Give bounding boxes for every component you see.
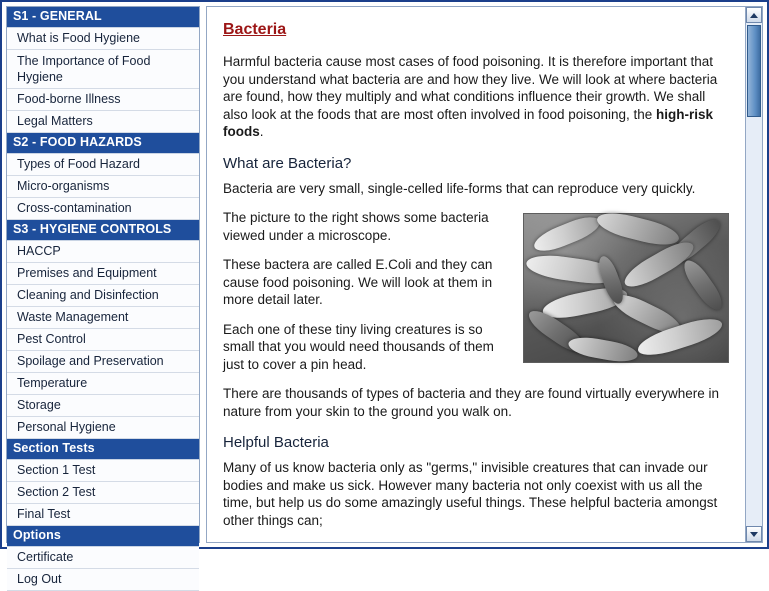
paragraph-tiny-creatures: Each one of these tiny living creatures is so small that you would need thousands of them just to cover a pin head. xyxy=(223,321,494,372)
sidebar-item-pest-control[interactable]: Pest Control xyxy=(7,329,199,351)
lesson-content xyxy=(207,7,745,542)
sidebar-item-premises-and-equipment[interactable]: Premises and Equipment xyxy=(7,263,199,285)
main-layout xyxy=(2,2,767,586)
sidebar-item-storage[interactable]: Storage xyxy=(7,395,199,417)
sidebar-item-certificate[interactable]: Certificate xyxy=(7,547,199,569)
chevron-up-icon xyxy=(750,13,758,18)
paragraph-thousands-of-types: There are thousands of types of bacteria and they are found virtually everywhere in nature from your skin to the ground you walk on. xyxy=(223,386,720,419)
course-navigation-sidebar xyxy=(6,6,200,586)
sidebar-item-log-out[interactable]: Log Out xyxy=(7,569,199,591)
heading-helpful-bacteria: Helpful Bacteria xyxy=(223,434,329,451)
sidebar-item-importance-of-food-hygiene[interactable]: The Importance of Food Hygiene xyxy=(7,50,199,89)
sidebar-item-types-of-food-hazard[interactable]: Types of Food Hazard xyxy=(7,154,199,176)
content-panel xyxy=(206,6,763,543)
paragraph-picture-right: The picture to the right shows some bacteria viewed under a microscope. xyxy=(223,210,489,243)
sidebar-item-spoilage-and-preservation[interactable]: Spoilage and Preservation xyxy=(7,351,199,373)
scrollbar-thumb[interactable] xyxy=(747,25,761,117)
nav-group-header-s1-general: S1 - GENERAL xyxy=(7,7,199,28)
micrograph-image xyxy=(524,214,728,362)
nav-list xyxy=(7,7,199,591)
sidebar-item-what-is-food-hygiene[interactable]: What is Food Hygiene xyxy=(7,28,199,50)
scroll-down-button[interactable] xyxy=(746,526,762,542)
page-title[interactable]: Bacteria xyxy=(223,21,287,38)
sidebar-item-cleaning-and-disinfection[interactable]: Cleaning and Disinfection xyxy=(7,285,199,307)
sidebar-item-section-1-test[interactable]: Section 1 Test xyxy=(7,460,199,482)
bacteria-micrograph-figure xyxy=(523,213,729,363)
intro-paragraph xyxy=(223,53,729,141)
sidebar-item-personal-hygiene[interactable]: Personal Hygiene xyxy=(7,417,199,439)
high-risk-foods-emphasis: high-risk foods xyxy=(223,106,714,139)
sidebar-item-section-2-test[interactable]: Section 2 Test xyxy=(7,482,199,504)
nav-group-header-s2-food-hazards: S2 - FOOD HAZARDS xyxy=(7,133,199,154)
chevron-down-icon xyxy=(750,532,758,537)
content-scrollbar[interactable] xyxy=(745,7,762,542)
paragraph-helpful-bacteria: Many of us know bacteria only as "germs," invisible creatures that can invade our bodies and make us sick. However many bacteria not only coexist with us all the time, but help us do some amazingly useful things. These helpful bacteria amongst other things can; xyxy=(223,460,718,528)
heading-what-are-bacteria: What are Bacteria? xyxy=(223,154,352,172)
nav-group-header-options: Options xyxy=(7,526,199,547)
nav-group-header-section-tests: Section Tests xyxy=(7,439,199,460)
nav-group-header-s3-hygiene-controls: S3 - HYGIENE CONTROLS xyxy=(7,220,199,241)
sidebar-item-temperature[interactable]: Temperature xyxy=(7,373,199,395)
paragraph-bacteria-small: Bacteria are very small, single-celled life-forms that can reproduce very quickly. xyxy=(223,180,696,196)
sidebar-item-haccp[interactable]: HACCP xyxy=(7,241,199,263)
scroll-up-button[interactable] xyxy=(746,7,762,23)
intro-text-part2: . xyxy=(259,124,264,139)
sidebar-item-waste-management[interactable]: Waste Management xyxy=(7,307,199,329)
paragraph-ecoli: These bactera are called E.Coli and they can cause food poisoning. We will look at them in more detail later. xyxy=(223,257,493,307)
sidebar-item-cross-contamination[interactable]: Cross-contamination xyxy=(7,198,199,220)
intro-text-part1: Harmful bacteria cause most cases of food poisoning. It is therefore important that you understand what bacteria are and how they live. We will look at where bacteria are found, how they multiply and what conditions influence their growth. We shall also look at the foods that are most often involved in food poisoning, the xyxy=(223,54,718,122)
sidebar-item-food-borne-illness[interactable]: Food-borne Illness xyxy=(7,89,199,111)
sidebar-item-legal-matters[interactable]: Legal Matters xyxy=(7,111,199,133)
sidebar-item-micro-organisms[interactable]: Micro-organisms xyxy=(7,176,199,198)
sidebar-item-final-test[interactable]: Final Test xyxy=(7,504,199,526)
